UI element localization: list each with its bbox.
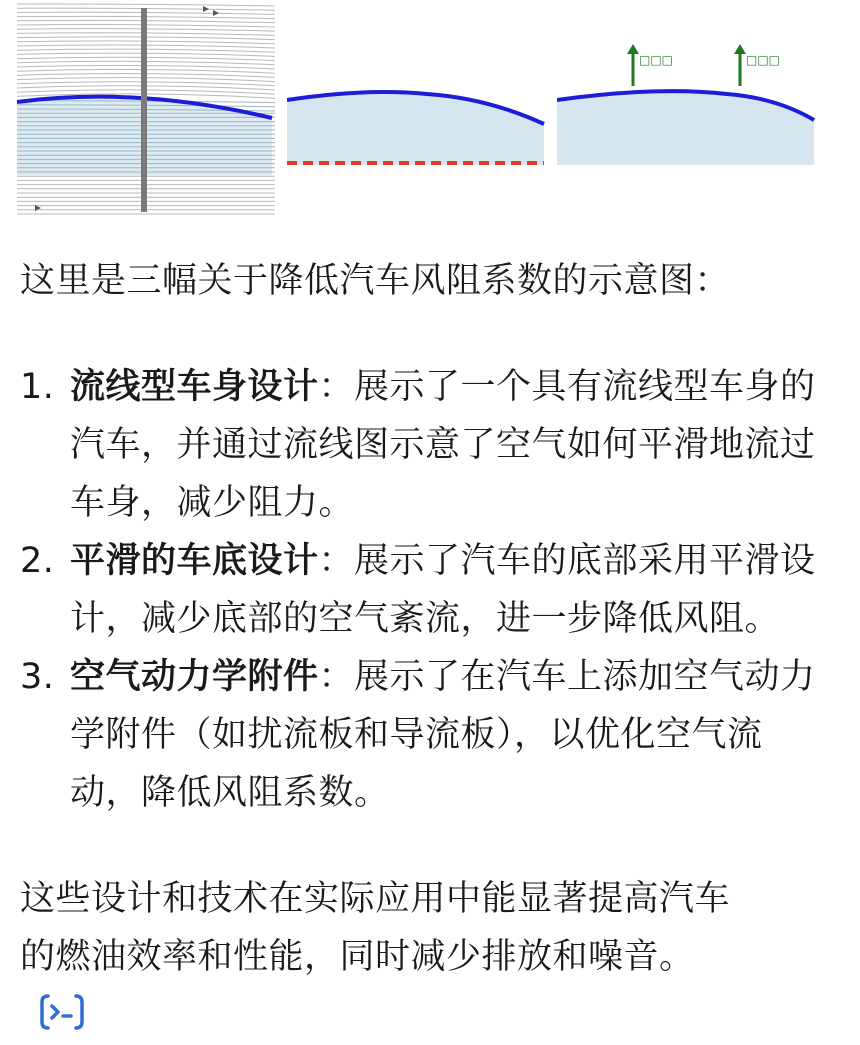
outro-text: 这些设计和技术在实际应用中能显著提高汽车的燃油效率和性能，同时减少排放和噪音。: [20, 879, 731, 977]
probe-bar: [141, 8, 147, 212]
list-separator: ：: [318, 541, 355, 581]
arrow-label-1: □□□: [639, 53, 674, 67]
list-body: 展示了一个具有流线型车身的汽车，并通过流线图示意了空气如何平滑地流过车身，减少阻力。: [70, 367, 816, 523]
outro-paragraph: [20, 870, 760, 1044]
intro-paragraph: 这里是三幅关于降低汽车风阻系数的示意图：: [20, 261, 731, 301]
list-separator: ：: [318, 367, 355, 407]
list-number: 2.: [20, 541, 55, 581]
list-title: 空气动力学附件: [70, 657, 319, 697]
flow-marker-top-2: [213, 10, 219, 16]
list-item: [20, 648, 820, 822]
feature-list: [20, 358, 820, 822]
diagram-aero-attachments[interactable]: [557, 0, 815, 175]
list-title: 平滑的车底设计: [70, 541, 319, 581]
car-body-fill: [287, 92, 544, 165]
downforce-arrow-2: [734, 44, 780, 86]
streamline-diagram-svg: [17, 0, 275, 220]
flow-marker-top: [203, 6, 209, 12]
streamline: [17, 4, 275, 6]
list-item: [20, 532, 820, 648]
diagram-streamline-body[interactable]: [17, 0, 275, 220]
list-separator: ：: [318, 657, 355, 697]
list-body: 展示了在汽车上添加空气动力学附件（如扰流板和导流板），以优化空气流动，降低风阻系数。: [70, 657, 816, 813]
arrow-label-2: □□□: [746, 53, 781, 67]
list-number: 3.: [20, 657, 55, 697]
list-number: 1.: [20, 367, 55, 407]
list-title: 流线型车身设计: [70, 367, 319, 407]
attachments-diagram-svg: [557, 0, 815, 175]
underbody-diagram-svg: [287, 0, 545, 175]
list-body: 展示了汽车的底部采用平滑设计，减少底部的空气紊流，进一步降低风阻。: [70, 541, 816, 639]
code-bracket-icon[interactable]: [38, 992, 86, 1032]
image-strip: [0, 0, 860, 225]
list-item: [20, 358, 820, 532]
diagram-smooth-underbody[interactable]: [287, 0, 545, 175]
response-text: [20, 252, 820, 1044]
downforce-arrow-1: [627, 44, 673, 86]
